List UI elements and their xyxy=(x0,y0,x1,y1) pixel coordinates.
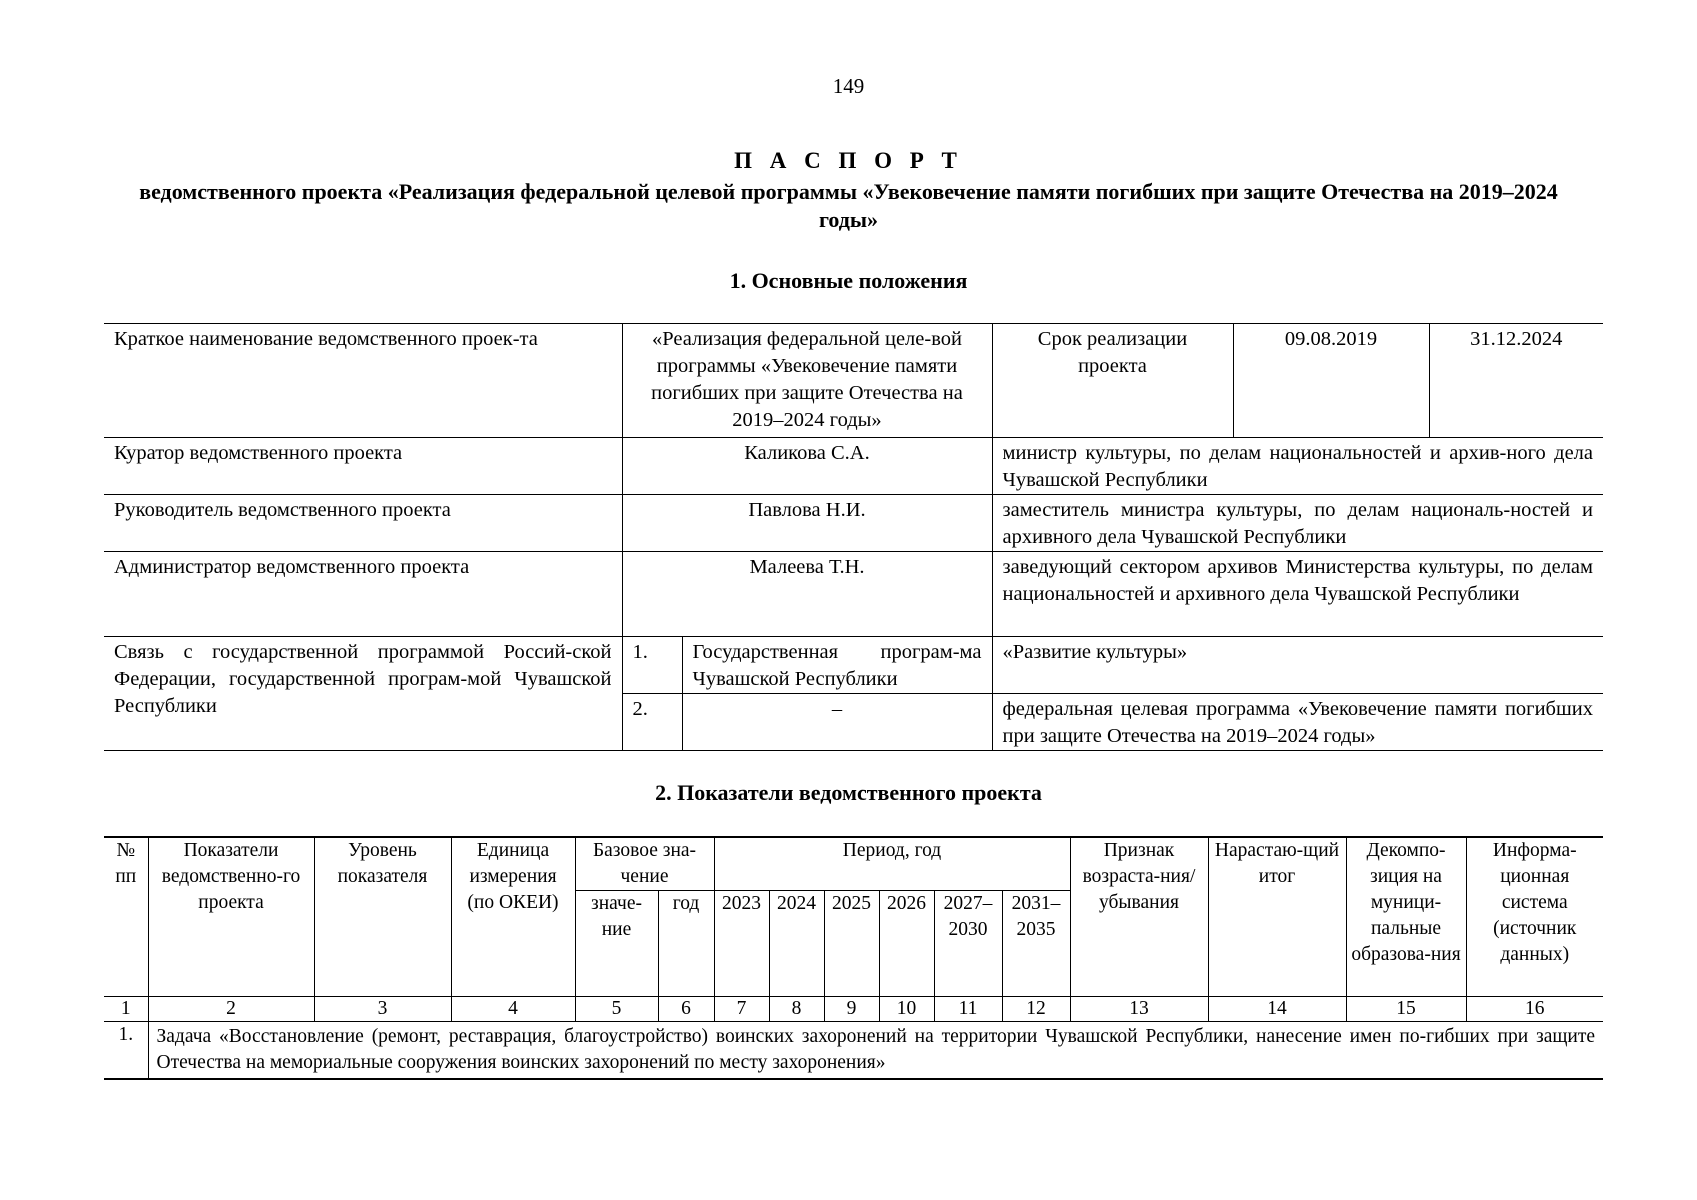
col-decomposition-header: Декомпо-зиция на муници-пальные образова-ния xyxy=(1346,837,1466,997)
column-number: 11 xyxy=(934,997,1002,1022)
col-period-header: Период, год xyxy=(714,837,1070,891)
column-number: 2 xyxy=(148,997,314,1022)
program-link-value: «Развитие культуры» xyxy=(992,637,1603,694)
page-number: 149 xyxy=(832,74,865,98)
col-unit-header: Единица измерения (по ОКЕИ) xyxy=(451,837,575,997)
column-number: 6 xyxy=(658,997,714,1022)
document-subtitle: ведомственного проекта «Реализация федеральной целевой программы «Увековечение памяти погибших при защите Отечества на 2019–2024 годы» xyxy=(139,179,1558,232)
column-number: 9 xyxy=(824,997,879,1022)
program-link-num: 2. xyxy=(622,694,682,751)
program-link-label: Связь с государственной программой Россий-ской Федерации, государственной програм-мой Чувашской Республики xyxy=(104,637,622,751)
column-number: 10 xyxy=(879,997,934,1022)
col-cumulative-header: Нарастаю-щий итог xyxy=(1208,837,1346,997)
column-number: 1 xyxy=(104,997,148,1022)
head-name: Павлова Н.И. xyxy=(622,495,992,552)
program-link-value: федеральная целевая программа «Увековечение памяти погибших при защите Отечества на 2019–2024 годы» xyxy=(992,694,1603,751)
column-number: 8 xyxy=(769,997,824,1022)
col-year-header: 2027–2030 xyxy=(934,891,1002,997)
section-2-heading: 2. Показатели ведомственного проекта xyxy=(655,780,1042,805)
curator-row xyxy=(104,438,1603,495)
col-year-header: 2024 xyxy=(769,891,824,997)
task-row xyxy=(104,1022,1603,1080)
column-numbers-row xyxy=(104,997,1603,1022)
head-label: Руководитель ведомственного проекта xyxy=(104,495,622,552)
short-name-row xyxy=(104,324,1603,438)
col-year-header: 2025 xyxy=(824,891,879,997)
column-number: 12 xyxy=(1002,997,1070,1022)
admin-name: Малеева Т.Н. xyxy=(622,552,992,637)
col-year-header: 2023 xyxy=(714,891,769,997)
col-base-value-header: значе-ние xyxy=(575,891,658,997)
curator-position: министр культуры, по делам национальностей и архив-ного дела Чувашской Республики xyxy=(992,438,1603,495)
main-provisions-table xyxy=(104,323,1603,751)
section-1-heading: 1. Основные положения xyxy=(729,268,968,293)
header-row-1 xyxy=(104,837,1603,891)
program-link-num: 1. xyxy=(622,637,682,694)
col-level-header: Уровень показателя xyxy=(314,837,451,997)
document-title: П А С П О Р Т xyxy=(734,148,963,173)
program-link-row-1 xyxy=(104,637,1603,694)
program-link-name: Государственная програм-ма Чувашской Республики xyxy=(682,637,992,694)
admin-row xyxy=(104,552,1603,637)
short-name-label: Краткое наименование ведомственного проек-та xyxy=(104,324,622,438)
curator-label: Куратор ведомственного проекта xyxy=(104,438,622,495)
short-name-value: «Реализация федеральной целе-вой программы «Увековечение памяти погибших при защите Отечества на 2019–2024 годы» xyxy=(622,324,992,438)
column-number: 14 xyxy=(1208,997,1346,1022)
col-year-header: 2031–2035 xyxy=(1002,891,1070,997)
indicators-table xyxy=(104,836,1603,1080)
head-row xyxy=(104,495,1603,552)
start-date: 09.08.2019 xyxy=(1233,324,1429,438)
program-link-name: – xyxy=(682,694,992,751)
col-info-system-header: Информа-ционная система (источник данных) xyxy=(1466,837,1603,997)
col-year-header: 2026 xyxy=(879,891,934,997)
col-base-header: Базовое зна-чение xyxy=(575,837,714,891)
column-number: 15 xyxy=(1346,997,1466,1022)
column-number: 4 xyxy=(451,997,575,1022)
task-num: 1. xyxy=(104,1022,148,1080)
admin-label: Администратор ведомственного проекта xyxy=(104,552,622,637)
col-indicators-header: Показатели ведомственно-го проекта xyxy=(148,837,314,997)
column-number: 16 xyxy=(1466,997,1603,1022)
column-number: 7 xyxy=(714,997,769,1022)
column-number: 3 xyxy=(314,997,451,1022)
col-base-year-header: год xyxy=(658,891,714,997)
end-date: 31.12.2024 xyxy=(1429,324,1603,438)
curator-name: Каликова С.А. xyxy=(622,438,992,495)
col-num-header: № пп xyxy=(104,837,148,997)
head-position: заместитель министра культуры, по делам националь-ностей и архивного дела Чувашской Республики xyxy=(992,495,1603,552)
term-label: Срок реализации проекта xyxy=(992,324,1233,438)
column-number: 13 xyxy=(1070,997,1208,1022)
task-text: Задача «Восстановление (ремонт, реставрация, благоустройство) воинских захоронений на территории Чувашской Республики, нанесение имен по-гибших при защите Отечества на мемориальные сооружения воинских захоронений по месту захоронения» xyxy=(148,1022,1603,1080)
column-number: 5 xyxy=(575,997,658,1022)
admin-position: заведующий сектором архивов Министерства культуры, по делам национальностей и архивного дела Чувашской Республики xyxy=(992,552,1603,637)
col-sign-header: Признак возраста-ния/ убывания xyxy=(1070,837,1208,997)
